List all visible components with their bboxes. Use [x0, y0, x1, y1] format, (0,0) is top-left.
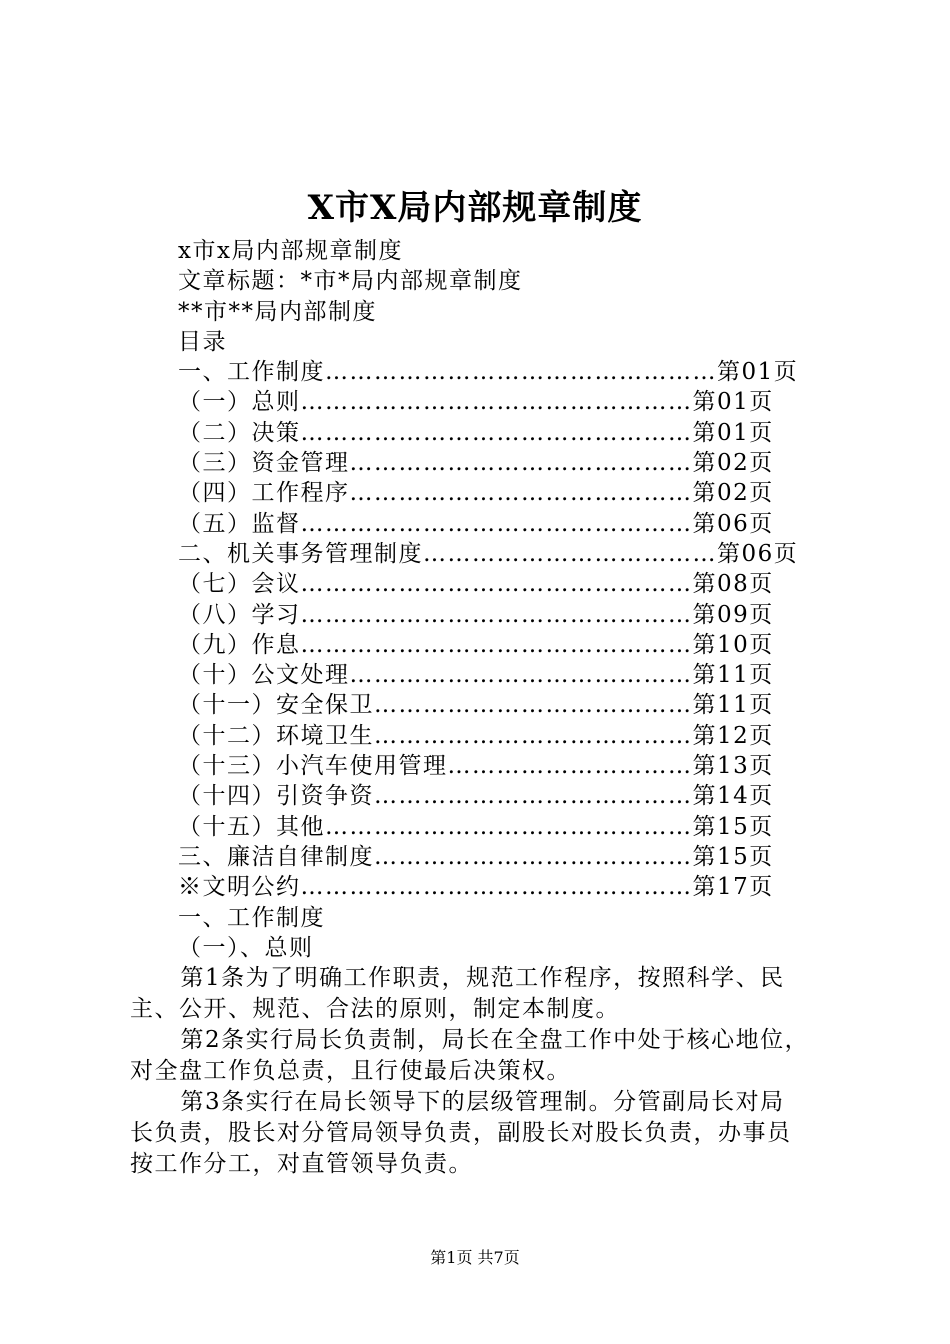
paragraph-line: 对全盘工作负总责，且行使最后决策权。 — [130, 1058, 571, 1085]
section-heading: 一、工作制度 — [178, 904, 325, 931]
paragraph-line: 第1条为了明确工作职责，规范工作程序，按照科学、民 — [156, 965, 785, 992]
toc-entry: （一）总则…………………………………………第01页 — [178, 389, 774, 416]
document-title: X市X局内部规章制度 — [307, 188, 643, 228]
article-paragraph — [130, 963, 840, 1025]
toc-entry: 一、工作制度…………………………………………第01页 — [178, 359, 799, 386]
toc-entry: （十）公文处理……………………………………第11页 — [178, 662, 774, 689]
toc-entry: （十一）安全保卫…………………………………第11页 — [178, 692, 774, 719]
paragraph-line: 主、公开、规范、合法的原则，制定本制度。 — [130, 996, 620, 1023]
toc-entry: （十二）环境卫生…………………………………第12页 — [178, 722, 774, 749]
toc-entry: （十四）引资争资…………………………………第14页 — [178, 783, 774, 810]
intro-line: **市**局内部制度 — [178, 298, 377, 325]
toc-entry: （九）作息…………………………………………第10页 — [178, 631, 774, 658]
intro-line: x市x局内部规章制度 — [178, 238, 403, 264]
toc-entry: （四）工作程序……………………………………第02页 — [178, 480, 774, 507]
toc-heading: 目录 — [178, 328, 227, 355]
toc-entry: （十三）小汽车使用管理…………………………第13页 — [178, 753, 774, 780]
toc-entry: （七）会议…………………………………………第08页 — [178, 571, 774, 598]
toc-entry: （二）决策…………………………………………第01页 — [178, 419, 774, 446]
article-paragraph — [130, 1087, 840, 1180]
article-paragraph — [130, 1025, 840, 1087]
toc-entry: （五）监督…………………………………………第06页 — [178, 510, 774, 537]
intro-line: 文章标题：*市*局内部规章制度 — [178, 268, 523, 295]
paragraph-line: 长负责，股长对分管局领导负责，副股长对股长负责，办事员 — [130, 1120, 792, 1147]
page-footer: 第1页 共7页 — [430, 1248, 520, 1267]
paragraph-line: 第2条实行局长负责制，局长在全盘工作中处于核心地位， — [156, 1027, 810, 1054]
toc-entry: 三、廉洁自律制度…………………………………第15页 — [178, 843, 774, 870]
document-body — [130, 236, 840, 1180]
paragraph-line: 按工作分工，对直管领导负责。 — [130, 1151, 473, 1178]
toc-entry: （十五）其他………………………………………第15页 — [178, 813, 774, 840]
paragraph-line: 第3条实行在局长领导下的层级管理制。分管副局长对局 — [156, 1089, 785, 1116]
toc-entry: ※文明公约…………………………………………第17页 — [178, 874, 774, 901]
toc-entry: 二、机关事务管理制度………………………………第06页 — [178, 540, 799, 567]
toc-entry: （三）资金管理……………………………………第02页 — [178, 450, 774, 477]
toc-entry: （八）学习…………………………………………第09页 — [178, 601, 774, 628]
table-of-contents — [130, 357, 840, 902]
subsection-heading: （一）、总则 — [178, 934, 314, 961]
